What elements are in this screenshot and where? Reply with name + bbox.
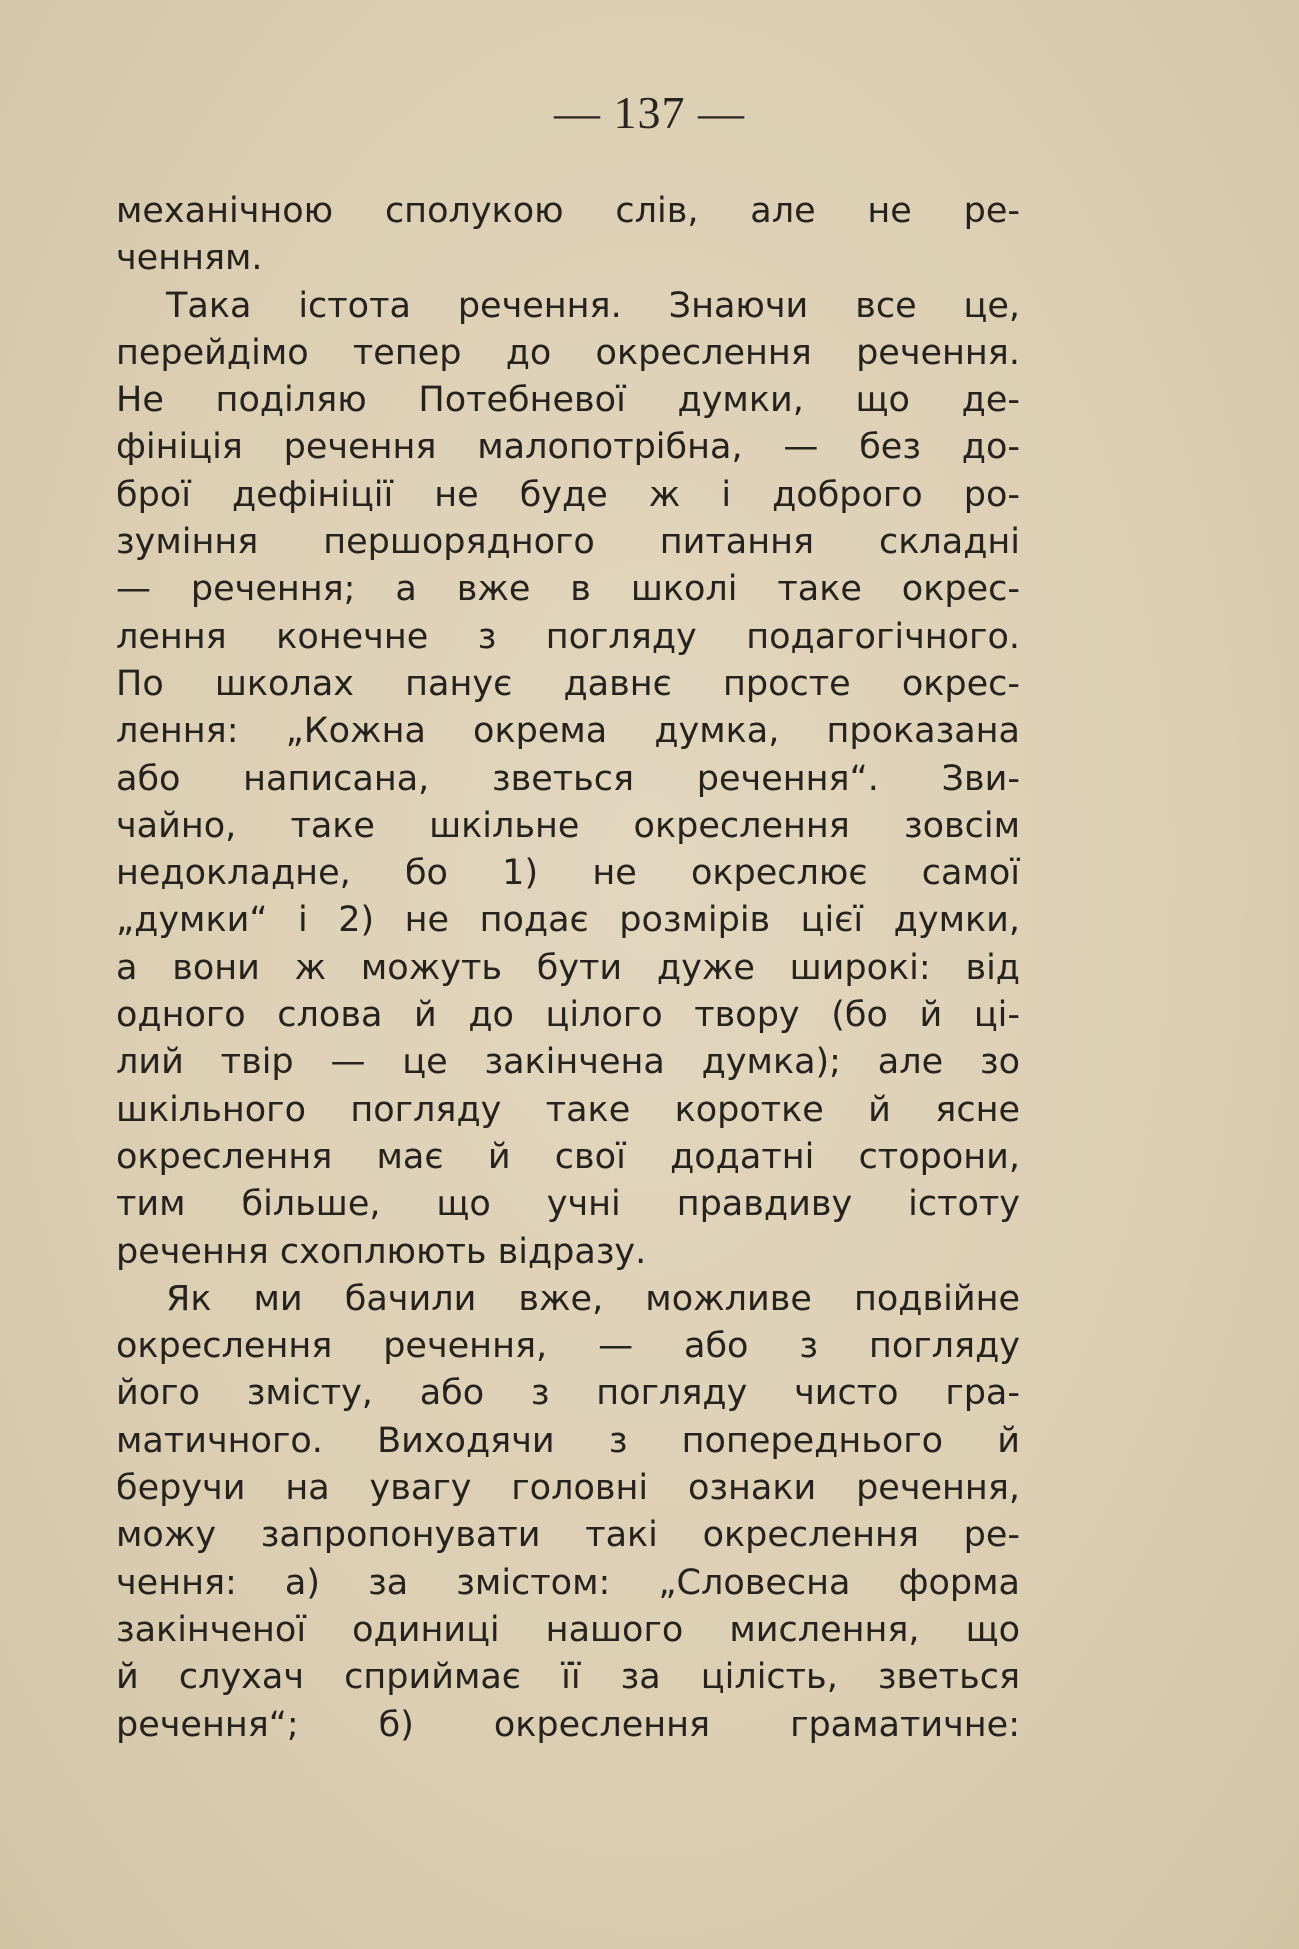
text-line: недокладне, бо 1) не окреслює самої — [116, 853, 1020, 894]
text-line: можу запропонувати такі окреслення ре- — [116, 1515, 1020, 1556]
text-line: ченням. — [116, 238, 263, 279]
text-line: чення: а) за змістом: „Словесна форма — [116, 1562, 1020, 1603]
text-line: або написана, зветься речення“. Зви- — [116, 758, 1020, 799]
page-number: — 137 — — [554, 87, 745, 138]
text-line: тим більше, що учні правдиву істоту — [116, 1184, 1020, 1225]
text-line: механічною сполукою слів, але не ре- — [116, 191, 1020, 231]
text-line: лення конечне з погляду подагогічного. — [116, 616, 1020, 657]
text-line: По школах панує давнє просте окрес- — [116, 663, 1020, 704]
text-line: закінченої одиниці нашого мислення, що — [116, 1609, 1020, 1650]
text-line: лення: „Кожна окрема думка, проказана — [116, 711, 1020, 752]
text-line: й слухач сприймає її за цілість, зветься — [116, 1657, 1020, 1698]
text-line: його змісту, або з погляду чисто гра- — [116, 1373, 1020, 1414]
text-line: чайно, таке шкільне окреслення зовсім — [116, 805, 1020, 846]
text-line: одного слова й до цілого твору (бо й ці- — [116, 995, 1020, 1036]
text-line: — речення; а вже в школі таке окрес- — [116, 569, 1020, 610]
text-line: речення схоплюють відразу. — [116, 1231, 647, 1272]
text-line: а вони ж можуть бути дуже широкі: від — [116, 947, 1020, 988]
body-text — [116, 188, 1020, 1749]
text-line: беручи на увагу головні ознаки речення, — [116, 1468, 1020, 1509]
text-line: речення“; б) окреслення граматичне: — [116, 1704, 1020, 1745]
text-line: лий твір — це закінчена думка); але зо — [116, 1042, 1020, 1083]
text-line: окреслення речення, — або з погляду — [116, 1326, 1020, 1367]
text-line: фініція речення малопотрібна, — без до- — [116, 427, 1020, 468]
text-line: зуміння першорядного питання складні — [116, 522, 1020, 563]
text-line: „думки“ і 2) не подає розмірів цієї думки, — [116, 900, 1020, 941]
text-line: окреслення має й свої додатні сторони, — [116, 1136, 1020, 1177]
text-line: перейдімо тепер до окреслення речення. — [116, 332, 1020, 373]
text-line: шкільного погляду таке коротке й ясне — [116, 1089, 1020, 1130]
text-line: матичного. Виходячи з попереднього й — [116, 1420, 1020, 1461]
text-line: Не поділяю Потебневої думки, що де- — [116, 380, 1020, 421]
text-line: брої дефініції не буде ж і доброго ро- — [116, 474, 1020, 515]
text-line: Така істота речення. Знаючи все це, — [166, 285, 1020, 326]
text-line: Як ми бачили вже, можливе подвійне — [166, 1278, 1020, 1319]
